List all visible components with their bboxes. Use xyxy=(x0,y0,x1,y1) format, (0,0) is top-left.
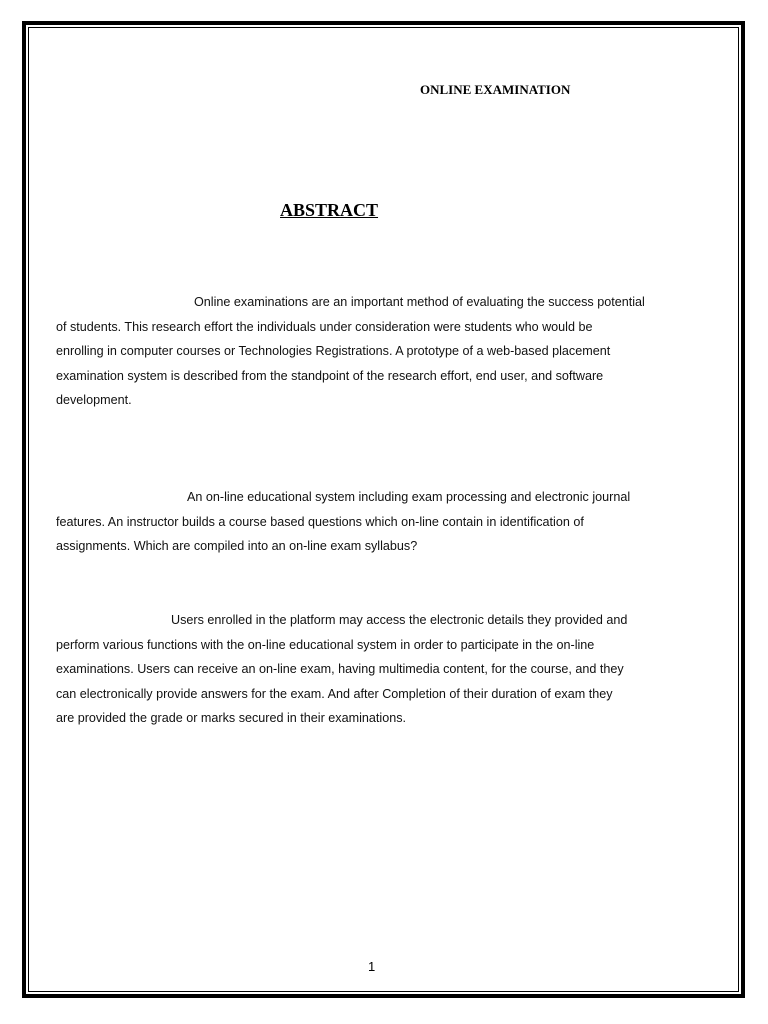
paragraph-line: Users enrolled in the platform may access the electronic details they provided and xyxy=(171,613,628,627)
paragraph-line: examinations. Users can receive an on-line exam, having multimedia content, for the course, and they xyxy=(56,662,624,677)
paragraph-line: enrolling in computer courses or Technologies Registrations. A prototype of a web-based placement xyxy=(56,344,611,359)
paragraph-line: of students. This research effort the individuals under consideration were students who would be xyxy=(56,319,593,334)
paragraph-line: An on-line educational system including exam processing and electronic journal xyxy=(187,490,631,504)
abstract-paragraph-1 xyxy=(56,290,696,413)
paragraph-line: features. An instructor builds a course based questions which on-line contain in identification of xyxy=(56,514,584,529)
paragraph-line: are provided the grade or marks secured in their examinations. xyxy=(56,711,407,726)
paragraph-line: Online examinations are an important method of evaluating the success potential xyxy=(194,295,645,309)
page-number: 1 xyxy=(368,959,376,974)
paragraph-line: development. xyxy=(56,393,132,408)
paragraph-line: perform various functions with the on-line educational system in order to participate in the on-line xyxy=(56,637,595,652)
paragraph-line: can electronically provide answers for the exam. And after Completion of their duration of exam they xyxy=(56,686,613,701)
section-title: ABSTRACT xyxy=(280,200,379,220)
paragraph-line: examination system is described from the standpoint of the research effort, end user, and software xyxy=(56,368,604,383)
abstract-paragraph-3 xyxy=(56,608,696,731)
running-header: ONLINE EXAMINATION xyxy=(420,82,571,97)
abstract-paragraph-2 xyxy=(56,485,696,559)
paragraph-line: assignments. Which are compiled into an on-line exam syllabus? xyxy=(56,539,418,554)
